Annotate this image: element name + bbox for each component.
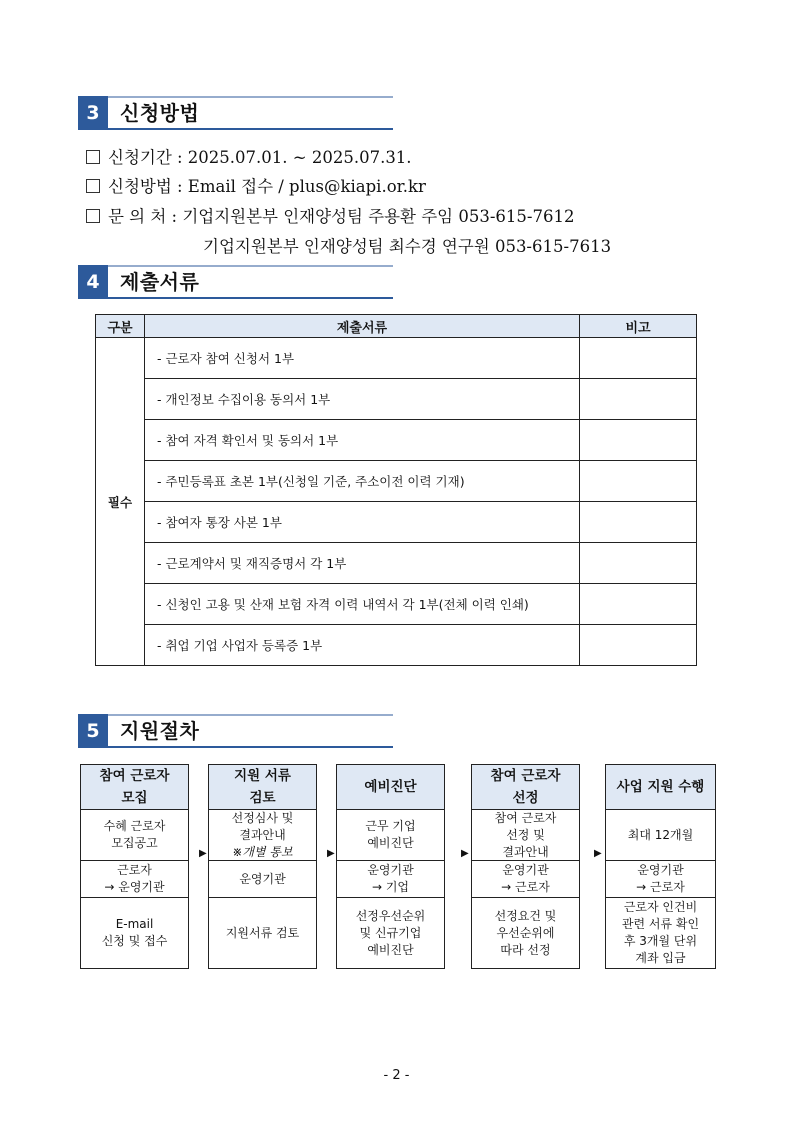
remark-cell (580, 584, 697, 625)
section-5-header (78, 714, 393, 748)
flow-step-desc: 참여 근로자 선정 및 결과안내 (472, 810, 579, 861)
header-remarks: 비고 (580, 315, 697, 338)
table-row (96, 584, 697, 625)
section-3-header (78, 96, 393, 130)
remark-cell (580, 338, 697, 379)
table-header-row (96, 315, 697, 338)
table-row (96, 625, 697, 666)
flow-step (80, 764, 189, 969)
document-item: - 신청인 고용 및 산재 보험 자격 이력 내역서 각 1부(전체 이력 인쇄) (145, 584, 580, 625)
flow-step-detail: 지원서류 검토 (225, 925, 300, 940)
document-item: - 참여자 통장 사본 1부 (145, 502, 580, 543)
flow-step-actor: 운영기관 (209, 861, 316, 898)
flow-arrow-icon: ▶ (199, 848, 207, 859)
flow-step-title: 지원 서류 검토 (209, 765, 316, 810)
flow-step-title: 예비진단 (337, 765, 444, 810)
remark-cell (580, 502, 697, 543)
flow-step-desc: 근무 기업 예비진단 (337, 810, 444, 861)
flow-step (605, 764, 716, 969)
document-item: - 주민등록표 초본 1부(신청일 기준, 주소이전 이력 기재) (145, 461, 580, 502)
page-number: - 2 - (383, 1068, 410, 1083)
remark-cell (580, 461, 697, 502)
remark-cell (580, 420, 697, 461)
remark-cell (580, 625, 697, 666)
flow-arrow-icon: ▶ (461, 848, 469, 859)
apply-method-line (86, 173, 426, 197)
document-item: - 근로계약서 및 재직증명서 각 1부 (145, 543, 580, 584)
flow-step-desc-block (209, 810, 316, 861)
flow-step-desc: 선정심사 및 결과안내 (231, 810, 294, 842)
flow-step (336, 764, 445, 969)
table-row (96, 379, 697, 420)
document-item: - 취업 기업 사업자 등록증 1부 (145, 625, 580, 666)
remark-cell (580, 543, 697, 584)
apply-period-line (86, 144, 412, 168)
document-item: - 참여 자격 확인서 및 동의서 1부 (145, 420, 580, 461)
flow-step-detail: E-mail 신청 및 접수 (101, 917, 168, 948)
flow-step-title: 참여 근로자 모집 (81, 765, 188, 810)
flow-step-desc: 최대 12개월 (606, 810, 715, 861)
flow-step-detail: 선정우선순위 및 신규기업 예비진단 (355, 908, 426, 957)
checkbox-icon (86, 179, 100, 193)
flow-step-title: 사업 지원 수행 (606, 765, 715, 810)
table-row (96, 502, 697, 543)
apply-method-text: 신청방법 : Email 접수 / plus@kiapi.or.kr (108, 177, 426, 196)
table-row (96, 338, 697, 379)
flow-step-actor: 근로자 → 운영기관 (81, 861, 188, 898)
flow-step-note: ※개별 통보 (232, 844, 293, 859)
flow-step-actor: 운영기관 → 근로자 (472, 861, 579, 898)
checkbox-icon (86, 209, 100, 223)
contact-text-2: 기업지원본부 인재양성팀 최수경 연구원 053-615-7613 (203, 237, 612, 256)
section-number: 5 (78, 714, 108, 748)
section-title: 신청방법 (120, 101, 200, 125)
flow-step-desc: 수혜 근로자 모집공고 (81, 810, 188, 861)
contact-line (86, 203, 575, 227)
table-row (96, 420, 697, 461)
contact-text-1: 문 의 처 : 기업지원본부 인재양성팀 주용환 주임 053-615-7612 (108, 207, 575, 226)
flow-step-title: 참여 근로자 선정 (472, 765, 579, 810)
section-number: 4 (78, 265, 108, 299)
flow-step (208, 764, 317, 969)
remark-cell (580, 379, 697, 420)
flow-step-detail: 근로자 인건비 관련 서류 확인 후 3개월 단위 계좌 입금 (621, 900, 700, 965)
section-number: 3 (78, 96, 108, 130)
header-category: 구분 (96, 315, 145, 338)
section-title: 제출서류 (120, 270, 200, 294)
flow-step-detail: 선정요건 및 우선순위에 따라 선정 (494, 908, 557, 957)
section-title: 지원절차 (120, 719, 200, 743)
documents-table (95, 314, 697, 666)
checkbox-icon (86, 150, 100, 164)
flow-step-actor: 운영기관 → 근로자 (606, 861, 715, 898)
document-item: - 개인정보 수집이용 동의서 1부 (145, 379, 580, 420)
category-cell: 필수 (96, 338, 145, 666)
section-4-header (78, 265, 393, 299)
contact-line-2 (203, 233, 611, 257)
header-documents: 제출서류 (145, 315, 580, 338)
document-item: - 근로자 참여 신청서 1부 (145, 338, 580, 379)
flow-arrow-icon: ▶ (594, 848, 602, 859)
table-row (96, 461, 697, 502)
flow-step-actor: 운영기관 → 기업 (337, 861, 444, 898)
flow-arrow-icon: ▶ (327, 848, 335, 859)
flow-step (471, 764, 580, 969)
table-row (96, 543, 697, 584)
apply-period-text: 신청기간 : 2025.07.01. ~ 2025.07.31. (108, 148, 412, 167)
